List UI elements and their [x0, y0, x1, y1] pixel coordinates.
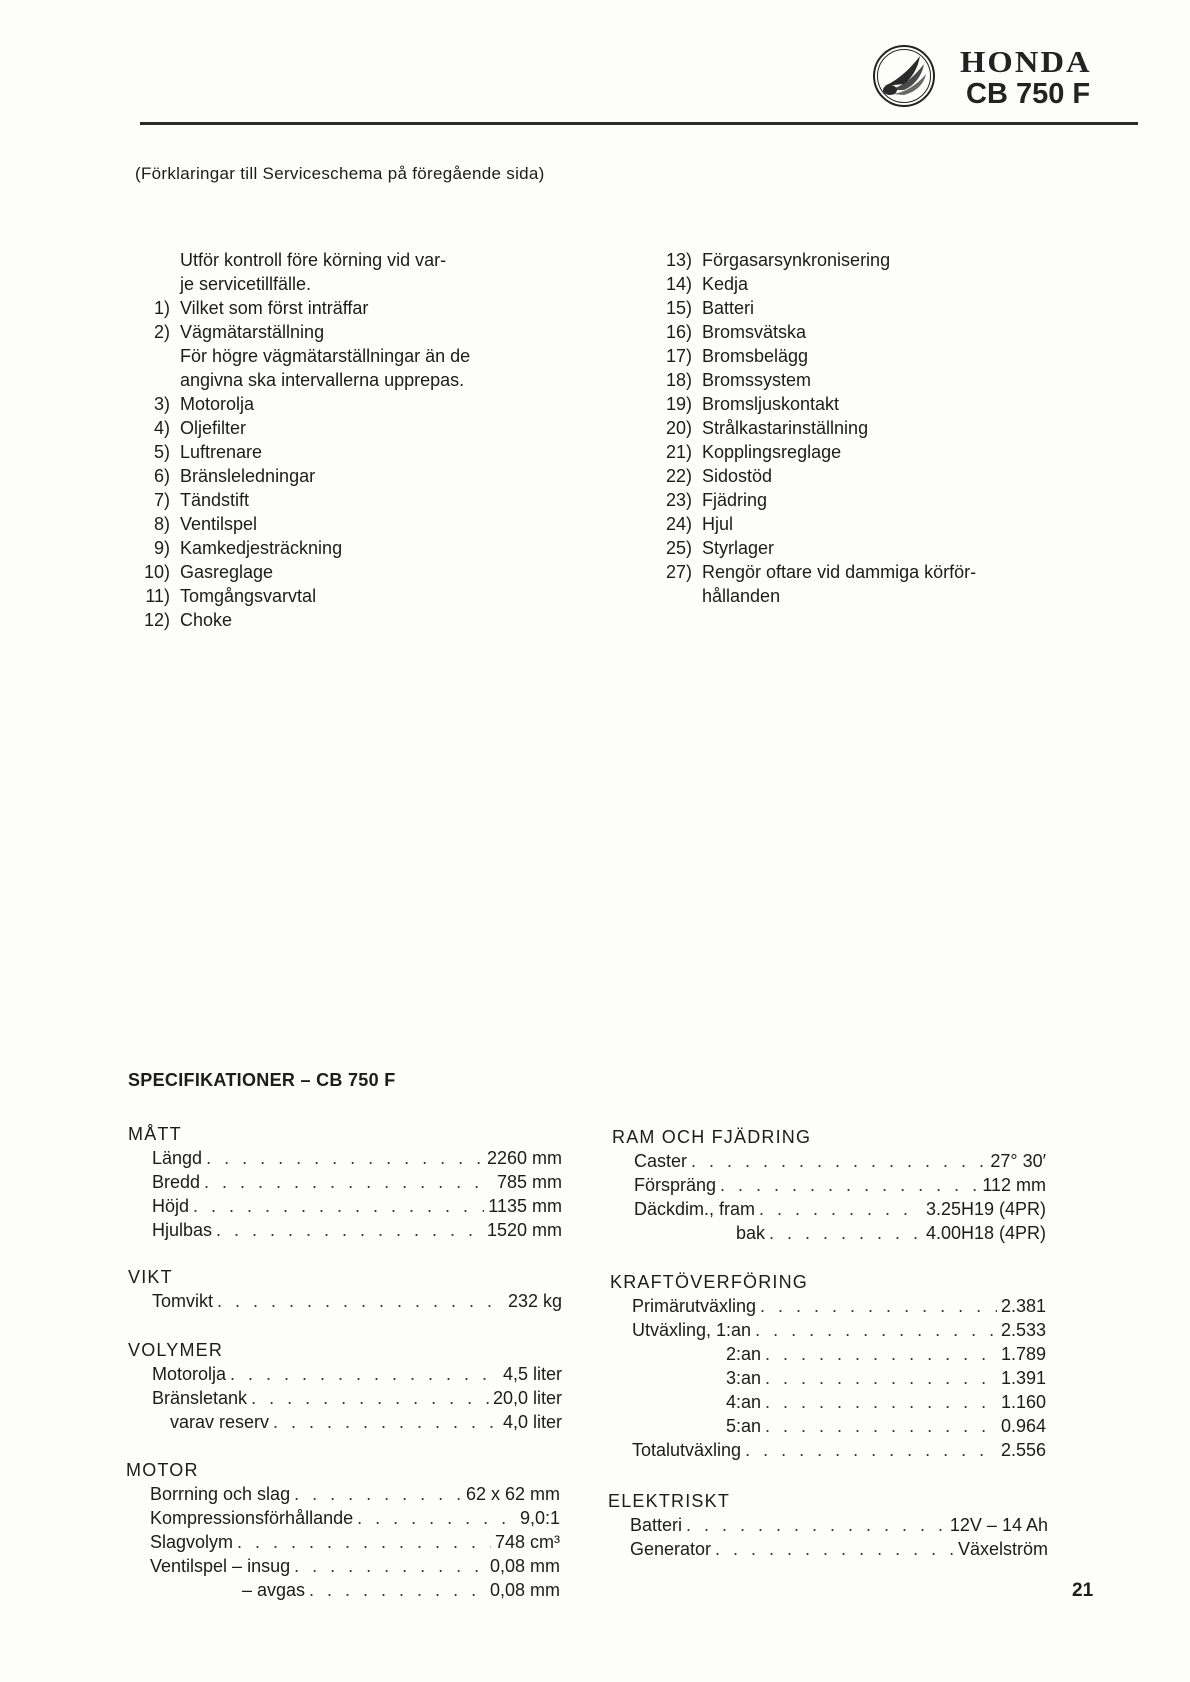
dot-leader — [217, 1289, 504, 1313]
spec-label: Bränsletank — [152, 1388, 248, 1408]
legend-item-text: Tändstift — [180, 490, 250, 510]
legend-item-text: Utför kontroll före körning vid var- — [180, 250, 447, 270]
dot-leader — [765, 1414, 997, 1438]
spec-heading: MOTOR — [126, 1460, 199, 1480]
legend-item-text: Fjädring — [702, 490, 768, 510]
legend-item-number: 5) — [153, 442, 170, 462]
dot-leader — [206, 1146, 483, 1170]
legend-item-number: 24) — [665, 514, 692, 534]
spec-value: 2260 mm — [486, 1148, 562, 1168]
spec-section-motor — [126, 1458, 560, 1602]
legend-item — [650, 536, 1080, 560]
model-name: CB 750 F — [966, 78, 1091, 110]
dot-leader — [686, 1513, 946, 1537]
legend-item-number: 16) — [665, 322, 692, 342]
spec-label: Höjd — [152, 1196, 190, 1216]
spec-heading: VOLYMER — [128, 1340, 224, 1360]
legend-item-number: 10) — [143, 562, 170, 582]
dot-leader — [237, 1530, 491, 1554]
legend-item — [128, 344, 548, 368]
legend-item-text: Bränsleledningar — [180, 466, 316, 486]
dot-leader — [216, 1218, 483, 1242]
spec-row — [126, 1506, 560, 1530]
legend-item-text: Kamkedjesträckning — [180, 538, 343, 558]
spec-row — [128, 1289, 562, 1313]
spec-row — [610, 1294, 1046, 1318]
dot-leader — [765, 1390, 997, 1414]
dot-leader — [760, 1294, 997, 1318]
spec-value: 2.381 — [1000, 1296, 1046, 1316]
legend-item — [128, 536, 548, 560]
dot-leader — [720, 1173, 978, 1197]
legend-item-number: 27) — [665, 562, 692, 582]
spec-heading: RAM OCH FJÄDRING — [612, 1127, 812, 1147]
spec-row — [612, 1221, 1046, 1245]
legend-item-text: Luftrenare — [180, 442, 263, 462]
spec-value: 9,0:1 — [519, 1508, 560, 1528]
legend-item-text: Bromsljuskontakt — [702, 394, 840, 414]
legend-item-number: 6) — [153, 466, 170, 486]
spec-label: bak — [736, 1223, 766, 1243]
spec-label: Kompressionsförhållande — [150, 1508, 354, 1528]
spec-label: Primärutväxling — [632, 1296, 757, 1316]
spec-value: 20,0 liter — [492, 1388, 562, 1408]
legend-item-number: 7) — [153, 490, 170, 510]
legend-item-text: För högre vägmätarställningar än de — [180, 346, 471, 366]
legend-item-number: 8) — [153, 514, 170, 534]
legend-item-text: Gasreglage — [180, 562, 274, 582]
legend-item-number: 25) — [665, 538, 692, 558]
legend-item — [128, 248, 548, 272]
spec-label: Borrning och slag — [150, 1484, 291, 1504]
legend-item-text: Kedja — [702, 274, 749, 294]
legend-item — [128, 368, 548, 392]
spec-value: 1.160 — [1000, 1392, 1046, 1412]
legend-item — [128, 584, 548, 608]
spec-value: 4,5 liter — [502, 1364, 562, 1384]
legend-item-text: Ventilspel — [180, 514, 258, 534]
dot-leader — [745, 1438, 997, 1462]
spec-value: 0,08 mm — [489, 1580, 560, 1600]
spec-row — [612, 1197, 1046, 1221]
legend-item — [650, 464, 1080, 488]
spec-row — [128, 1386, 562, 1410]
spec-label: – avgas — [242, 1580, 306, 1600]
spec-label: 2:an — [726, 1344, 762, 1364]
spec-section-vikt — [128, 1265, 562, 1313]
legend-item — [650, 416, 1080, 440]
legend-item-text: Sidostöd — [702, 466, 773, 486]
legend-item — [128, 464, 548, 488]
legend-item-number: 13) — [665, 250, 692, 270]
legend-item — [650, 488, 1080, 512]
spec-row — [126, 1482, 560, 1506]
legend-item-text: Rengör oftare vid dammiga körför- — [702, 562, 977, 582]
legend-list-left — [128, 248, 548, 632]
legend-item — [128, 440, 548, 464]
spec-label: Ventilspel – insug — [150, 1556, 291, 1576]
spec-row — [128, 1170, 562, 1194]
dot-leader — [765, 1366, 997, 1390]
legend-item-text: Bromssystem — [702, 370, 812, 390]
legend-item-text: je servicetillfälle. — [180, 274, 312, 294]
dot-leader — [357, 1506, 516, 1530]
legend-item-number: 19) — [665, 394, 692, 414]
spec-label: Batteri — [630, 1515, 683, 1535]
specifications-title: SPECIFIKATIONER – CB 750 F — [128, 1070, 396, 1090]
legend-item-number: 23) — [665, 490, 692, 510]
spec-value: 748 cm³ — [494, 1532, 560, 1552]
legend-item — [128, 296, 548, 320]
spec-value: 785 mm — [496, 1172, 562, 1192]
spec-value: 0.964 — [1000, 1416, 1046, 1436]
legend-item — [128, 488, 548, 512]
spec-value: 1.789 — [1000, 1344, 1046, 1364]
dot-leader — [759, 1197, 922, 1221]
legend-item — [128, 560, 548, 584]
spec-label: Utväxling, 1:an — [632, 1320, 752, 1340]
spec-section-volymer — [128, 1338, 562, 1434]
legend-item-text: Vilket som först inträffar — [180, 298, 369, 318]
spec-value: 112 mm — [982, 1175, 1046, 1195]
spec-value: 0,08 mm — [489, 1556, 560, 1576]
spec-row — [610, 1318, 1046, 1342]
spec-row — [610, 1342, 1046, 1366]
spec-heading: MÅTT — [128, 1124, 182, 1144]
legend-item — [128, 272, 548, 296]
legend-item — [650, 272, 1080, 296]
spec-label: Bredd — [152, 1172, 201, 1192]
dot-leader — [765, 1342, 997, 1366]
spec-row — [610, 1390, 1046, 1414]
legend-item — [650, 560, 1080, 584]
legend-item — [650, 296, 1080, 320]
dot-leader — [755, 1318, 997, 1342]
legend-item-text: Batteri — [702, 298, 755, 318]
spec-row — [128, 1194, 562, 1218]
legend-item — [128, 416, 548, 440]
legend-item-number: 18) — [665, 370, 692, 390]
legend-item-number: 17) — [665, 346, 692, 366]
spec-row — [128, 1410, 562, 1434]
spec-section-elektriskt — [608, 1489, 1048, 1561]
spec-label: Slagvolym — [150, 1532, 234, 1552]
spec-row — [128, 1146, 562, 1170]
spec-row — [128, 1362, 562, 1386]
spec-heading: VIKT — [128, 1267, 173, 1287]
legend-item — [650, 584, 1080, 608]
dot-leader — [309, 1578, 486, 1602]
legend-item-number: 14) — [665, 274, 692, 294]
legend-item — [128, 392, 548, 416]
dot-leader — [294, 1482, 462, 1506]
legend-item — [650, 440, 1080, 464]
spec-label: 5:an — [726, 1416, 762, 1436]
honda-wing-icon — [868, 38, 948, 118]
legend-item-text: Motorolja — [180, 394, 255, 414]
spec-label: Hjulbas — [152, 1220, 213, 1240]
dot-leader — [715, 1537, 954, 1561]
page-subtitle: (Förklaringar till Serviceschema på föregående sida) — [135, 164, 545, 183]
legend-item-text: Oljefilter — [180, 418, 247, 438]
spec-row — [610, 1414, 1046, 1438]
legend-item-text: Tomgångsvarvtal — [180, 586, 317, 606]
spec-value: 62 x 62 mm — [465, 1484, 560, 1504]
spec-label: Längd — [152, 1148, 203, 1168]
dot-leader — [273, 1410, 499, 1434]
legend-item — [650, 512, 1080, 536]
spec-row — [612, 1149, 1046, 1173]
legend-item-number: 12) — [143, 610, 170, 630]
legend-item-text: Hjul — [702, 514, 734, 534]
spec-value: 12V – 14 Ah — [949, 1515, 1048, 1535]
spec-value: Växelström — [957, 1539, 1048, 1559]
dot-leader — [294, 1554, 486, 1578]
legend-item — [128, 608, 548, 632]
spec-label: varav reserv — [170, 1412, 270, 1432]
page-number: 21 — [1072, 1580, 1094, 1601]
legend-item-text: Bromsvätska — [702, 322, 807, 342]
legend-item-number: 11) — [145, 586, 170, 606]
spec-label: Totalutväxling — [632, 1440, 742, 1460]
legend-item-number: 9) — [153, 538, 170, 558]
legend-item-text: Kopplingsreglage — [702, 442, 842, 462]
spec-label: Generator — [630, 1539, 712, 1559]
legend-item-text: Styrlager — [702, 538, 775, 558]
legend-item-text: Choke — [180, 610, 233, 630]
spec-value: 27° 30′ — [990, 1151, 1046, 1171]
spec-value: 4,0 liter — [502, 1412, 562, 1432]
spec-value: 2.533 — [1000, 1320, 1046, 1340]
spec-label: 3:an — [726, 1368, 762, 1388]
spec-value: 1520 mm — [486, 1220, 562, 1240]
spec-label: Förspräng — [634, 1175, 717, 1195]
legend-item — [650, 368, 1080, 392]
spec-row — [126, 1530, 560, 1554]
legend-item — [650, 320, 1080, 344]
legend-item-number: 22) — [665, 466, 692, 486]
spec-row — [126, 1578, 560, 1602]
spec-heading: KRAFTÖVERFÖRING — [610, 1272, 809, 1292]
legend-item-text: Förgasarsynkronisering — [702, 250, 891, 270]
spec-label: Däckdim., fram — [634, 1199, 756, 1219]
legend-item-text: angivna ska intervallerna upprepas. — [180, 370, 465, 390]
legend-item-number: 15) — [665, 298, 692, 318]
dot-leader — [230, 1362, 499, 1386]
legend-item-number: 2) — [153, 322, 170, 342]
spec-value: 232 kg — [507, 1291, 562, 1311]
legend-item-text: Strålkastarinställning — [702, 418, 869, 438]
spec-row — [608, 1513, 1048, 1537]
legend-item — [650, 248, 1080, 272]
spec-row — [608, 1537, 1048, 1561]
legend-item-number: 4) — [153, 418, 170, 438]
spec-section-ram-och-fjadring — [612, 1125, 1046, 1245]
legend-item-text: hållanden — [702, 586, 781, 606]
dot-leader — [193, 1194, 484, 1218]
dot-leader — [204, 1170, 493, 1194]
legend-item-text: Bromsbelägg — [702, 346, 809, 366]
spec-row — [610, 1366, 1046, 1390]
spec-label: Caster — [634, 1151, 688, 1171]
spec-label: 4:an — [726, 1392, 762, 1412]
spec-heading: ELEKTRISKT — [608, 1491, 731, 1511]
spec-section-kraftoverforing — [610, 1270, 1046, 1462]
legend-item-number: 21) — [665, 442, 692, 462]
spec-section-matt — [128, 1122, 562, 1242]
spec-value: 1.391 — [1000, 1368, 1046, 1388]
legend-item — [128, 320, 548, 344]
spec-value: 2.556 — [1000, 1440, 1046, 1460]
legend-item — [650, 392, 1080, 416]
legend-item — [650, 344, 1080, 368]
legend-item-text: Vägmätarställning — [180, 322, 325, 342]
dot-leader — [769, 1221, 922, 1245]
legend-list-right — [650, 248, 1080, 608]
spec-row — [126, 1554, 560, 1578]
legend-item — [128, 512, 548, 536]
dot-leader — [691, 1149, 986, 1173]
spec-row — [612, 1173, 1046, 1197]
spec-value: 4.00H18 (4PR) — [925, 1223, 1046, 1243]
dot-leader — [251, 1386, 489, 1410]
legend-item-number: 3) — [153, 394, 170, 414]
spec-row — [128, 1218, 562, 1242]
legend-item-number: 1) — [153, 298, 170, 318]
spec-value: 1135 mm — [488, 1196, 562, 1216]
spec-label: Motorolja — [152, 1364, 227, 1384]
spec-row — [610, 1438, 1046, 1462]
spec-label: Tomvikt — [152, 1291, 214, 1311]
brand-name: HONDA — [960, 44, 1092, 79]
spec-value: 3.25H19 (4PR) — [925, 1199, 1046, 1219]
legend-item-number: 20) — [665, 418, 692, 438]
header-divider — [140, 122, 1138, 125]
